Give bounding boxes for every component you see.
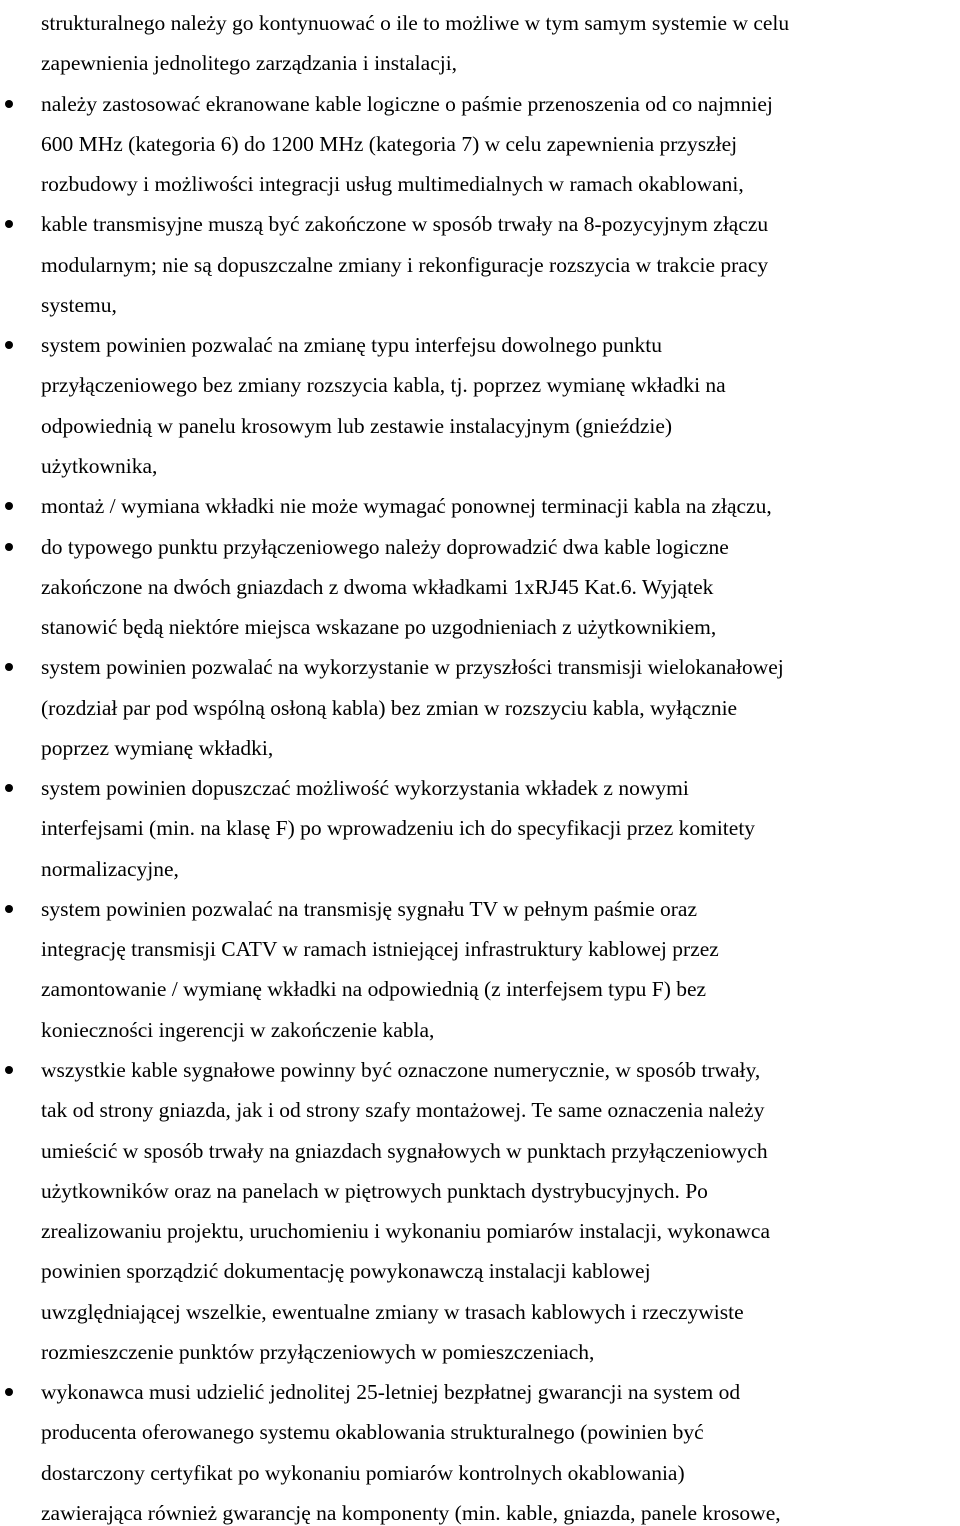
bullet-point-icon	[5, 1066, 13, 1074]
paragraph-line: wszystkie kable sygnałowe powinny być oznaczone numerycznie, w sposób trwały,	[41, 1058, 761, 1083]
paragraph-line: należy zastosować ekranowane kable logiczne o paśmie przenoszenia od co najmniej	[41, 91, 773, 116]
bullet-point-icon	[5, 502, 13, 510]
bullet-point-icon	[5, 543, 13, 551]
paragraph-line: interfejsami (min. na klasę F) po wprowadzeniu ich do specyfikacji przez komitety	[41, 816, 756, 841]
paragraph-line: zawierająca również gwarancję na komponenty (min. kable, gniazda, panele krosowe,	[41, 1500, 781, 1525]
paragraph-line: do typowego punktu przyłączeniowego należy doprowadzić dwa kable logiczne	[41, 534, 729, 559]
paragraph-line: montaż / wymiana wkładki nie może wymagać ponownej terminacji kabla na złączu,	[41, 494, 772, 519]
paragraph-line: zakończone na dwóch gniazdach z dwoma wkładkami 1xRJ45 Kat.6. Wyjątek	[41, 574, 714, 599]
bullet-point-icon	[5, 100, 13, 108]
bullet-point-icon	[5, 905, 13, 913]
paragraph-line: uwzględniającej wszelkie, ewentualne zmiany w trasach kablowych i rzeczywiste	[41, 1299, 744, 1324]
bullet-point-icon	[5, 1388, 13, 1396]
paragraph-line: modularnym; nie są dopuszczalne zmiany i rekonfiguracje rozszycia w trakcie pracy	[41, 252, 769, 277]
paragraph-line: stanowić będą niektóre miejsca wskazane po uzgodnieniach z użytkownikiem,	[41, 615, 717, 640]
paragraph-line: system powinien pozwalać na zmianę typu interfejsu dowolnego punktu	[41, 333, 662, 358]
paragraph-line: poprzez wymianę wkładki,	[41, 735, 274, 760]
paragraph-line: system powinien pozwalać na transmisję sygnału TV w pełnym paśmie oraz	[41, 896, 698, 921]
paragraph-line: zrealizowaniu projektu, uruchomieniu i wykonaniu pomiarów instalacji, wykonawca	[41, 1219, 770, 1244]
paragraph-line: kable transmisyjne muszą być zakończone w sposób trwały na 8-pozycyjnym złączu	[41, 212, 769, 237]
bullet-point-icon	[5, 663, 13, 671]
paragraph-line: dostarczony certyfikat po wykonaniu pomiarów kontrolnych okablowania)	[41, 1460, 685, 1485]
paragraph-line: systemu,	[41, 292, 117, 317]
paragraph-line: odpowiednią w panelu krosowym lub zestawie instalacyjnym (gnieździe)	[41, 413, 673, 438]
paragraph-line: system powinien pozwalać na wykorzystanie w przyszłości transmisji wielokanałowej	[41, 655, 784, 680]
bullet-point-icon	[5, 220, 13, 228]
paragraph-line: integrację transmisji CATV w ramach istniejącej infrastruktury kablowej przez	[41, 937, 719, 962]
bullet-point-icon	[5, 341, 13, 349]
paragraph-line: (rozdział par pod wspólną osłoną kabla) bez zmian w rozszyciu kabla, wyłącznie	[41, 695, 738, 720]
paragraph-line: producenta oferowanego systemu okablowania strukturalnego (powinien być	[41, 1420, 704, 1445]
paragraph-line: system powinien dopuszczać możliwość wykorzystania wkładek z nowymi	[41, 776, 689, 801]
paragraph-line: wykonawca musi udzielić jednolitej 25-letniej bezpłatnej gwarancji na system od	[41, 1380, 741, 1405]
paragraph-line: rozbudowy i możliwości integracji usług multimedialnych w ramach okablowani,	[41, 172, 744, 197]
paragraph-line: rozmieszczenie punktów przyłączeniowych w pomieszczeniach,	[41, 1339, 595, 1364]
paragraph-line: zapewnienia jednolitego zarządzania i instalacji,	[41, 51, 458, 76]
paragraph-line: użytkownika,	[41, 453, 158, 478]
paragraph-line: użytkowników oraz na panelach w piętrowych punktach dystrybucyjnych. Po	[41, 1178, 708, 1203]
paragraph-line: konieczności ingerencji w zakończenie kabla,	[41, 1017, 435, 1042]
paragraph-line: tak od strony gniazda, jak i od strony szafy montażowej. Te same oznaczenia należy	[41, 1098, 765, 1123]
paragraph-line: normalizacyjne,	[41, 856, 179, 881]
paragraph-line: 600 MHz (kategoria 6) do 1200 MHz (kategoria 7) w celu zapewnienia przyszłej	[41, 131, 738, 156]
bullet-point-icon	[5, 784, 13, 792]
paragraph-line: umieścić w sposób trwały na gniazdach sygnałowych w punktach przyłączeniowych	[41, 1138, 768, 1163]
paragraph-line: przyłączeniowego bez zmiany rozszycia kabla, tj. poprzez wymianę wkładki na	[41, 373, 726, 398]
paragraph-line: strukturalnego należy go kontynuować o ile to możliwe w tym samym systemie w celu	[41, 11, 790, 35]
paragraph-line: zamontowanie / wymianę wkładki na odpowiednią (z interfejsem typu F) bez	[41, 977, 707, 1002]
paragraph-line: powinien sporządzić dokumentację powykonawczą instalacji kablowej	[41, 1259, 651, 1284]
